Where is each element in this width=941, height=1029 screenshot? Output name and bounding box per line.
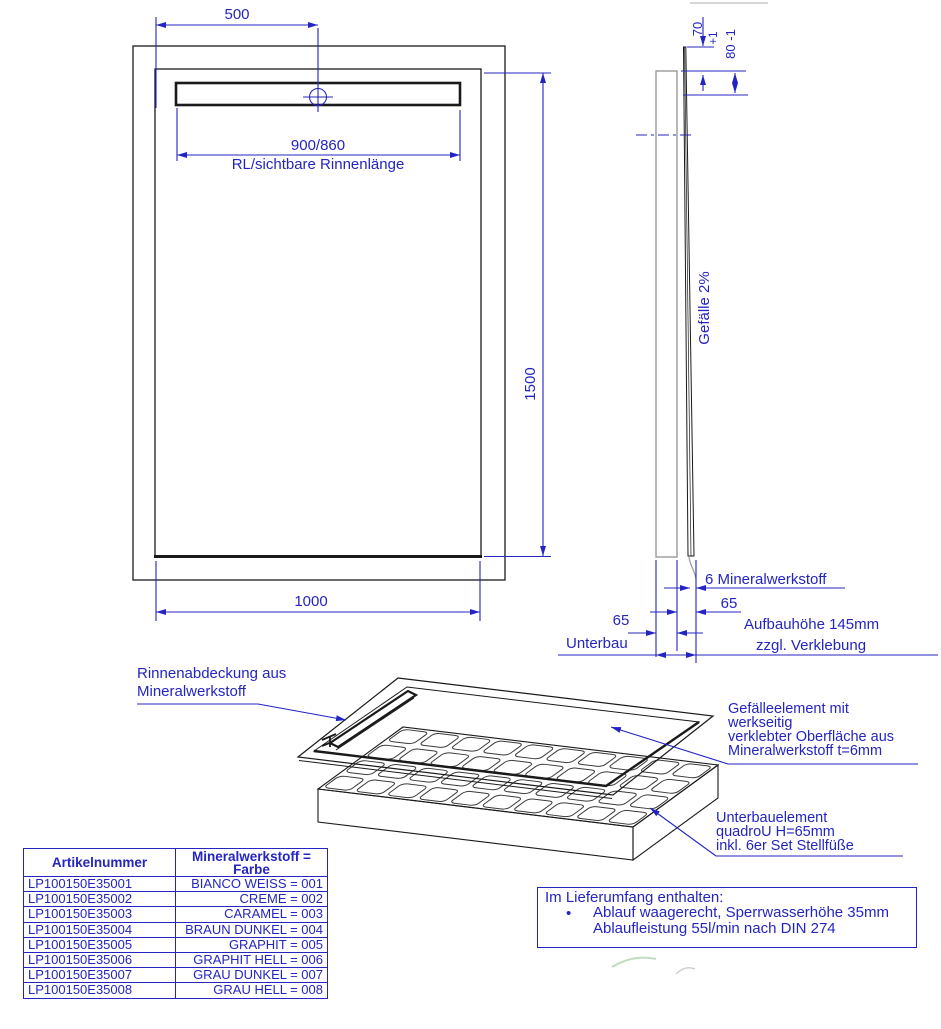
cell-artikelnummer: LP100150E35001 bbox=[24, 877, 176, 892]
dim-80-minus1-label: 80 -1 bbox=[723, 29, 739, 59]
base-element bbox=[318, 727, 718, 860]
drain-outlet-curve bbox=[689, 557, 696, 579]
cell-artikelnummer: LP100150E35005 bbox=[24, 937, 176, 952]
cell-farbe: GRAU DUNKEL = 007 bbox=[176, 968, 328, 983]
base-element-label-line1: Unterbauelement bbox=[716, 810, 828, 826]
cell-artikelnummer: LP100150E35006 bbox=[24, 952, 176, 967]
cell-farbe: GRAPHIT = 005 bbox=[176, 937, 328, 952]
cover-label-line1: Rinnenabdeckung aus bbox=[137, 665, 287, 682]
article-color-table bbox=[23, 848, 328, 999]
scope-item-2: Ablaufleistung 55l/min nach DIN 274 bbox=[593, 920, 836, 937]
dim-500-label: 500 bbox=[224, 6, 250, 24]
side-view bbox=[558, 3, 938, 663]
scope-item-1: Ablauf waagerecht, Sperrwasserhöhe 35mm bbox=[593, 904, 889, 921]
slope-element-label-line1: Gefälleelement mit bbox=[728, 701, 849, 717]
cell-artikelnummer: LP100150E35007 bbox=[24, 968, 176, 983]
slope-wedge-profile bbox=[684, 47, 695, 556]
dim-70-label: 70 bbox=[690, 21, 706, 37]
cell-artikelnummer: LP100150E35008 bbox=[24, 983, 176, 998]
unterbau-label: Unterbau bbox=[566, 635, 628, 652]
front-view-dimension-lines bbox=[156, 25, 543, 612]
slope-element-label-line3: verklebter Oberfläche aus bbox=[728, 729, 895, 745]
dim-1500-label: 1500 bbox=[522, 367, 540, 401]
tray-outer-outline bbox=[133, 46, 505, 580]
front-view bbox=[133, 17, 551, 621]
drain-crosshair-icon bbox=[303, 28, 333, 112]
table-header-farbe: Mineralwerkstoff = Farbe bbox=[176, 849, 328, 877]
dim-900-860-label: 900/860 bbox=[290, 137, 346, 155]
table-row bbox=[24, 983, 328, 998]
dim-1000-label: 1000 bbox=[294, 593, 328, 611]
table-header-row bbox=[24, 849, 328, 877]
slope-element-label-line4: Mineralwerkstoff t=6mm bbox=[728, 743, 883, 759]
layer-6mm-label: 6 Mineralwerkstoff bbox=[705, 571, 827, 588]
dim-65-upper-label: 65 bbox=[720, 595, 738, 613]
front-view-extension-lines bbox=[156, 17, 551, 621]
cover-label-line2: Mineralwerkstoff bbox=[137, 683, 246, 700]
cell-farbe: BIANCO WEISS = 001 bbox=[176, 877, 328, 892]
slope-element-label-line2: werkseitig bbox=[728, 715, 793, 731]
table-row bbox=[24, 892, 328, 907]
slope-plate bbox=[298, 678, 713, 799]
buildup-height-label: Aufbauhöhe 145mm bbox=[744, 616, 880, 633]
cell-artikelnummer: LP100150E35003 bbox=[24, 907, 176, 922]
cell-farbe: GRAPHIT HELL = 006 bbox=[176, 952, 328, 967]
base-element-label-line2: quadroU H=65mm bbox=[716, 824, 835, 840]
faint-gray-mark bbox=[676, 968, 695, 974]
underbody-profile bbox=[656, 71, 677, 557]
faint-green-mark bbox=[612, 958, 656, 967]
bullet-icon: • bbox=[566, 905, 572, 922]
cell-farbe: CREME = 002 bbox=[176, 892, 328, 907]
cell-farbe: GRAU HELL = 008 bbox=[176, 983, 328, 998]
table-row bbox=[24, 952, 328, 967]
scope-box-title: Im Lieferumfang enthalten: bbox=[545, 889, 724, 906]
table-header-artikelnummer: Artikelnummer bbox=[24, 849, 176, 877]
channel-cover bbox=[322, 691, 416, 750]
table-row bbox=[24, 922, 328, 937]
table-row bbox=[24, 877, 328, 892]
base-element-label-line3: inkl. 6er Set Stellfüße bbox=[716, 838, 854, 854]
slope-2pct-label: Gefälle 2% bbox=[696, 271, 714, 345]
table-row bbox=[24, 968, 328, 983]
cell-farbe: BRAUN DUNKEL = 004 bbox=[176, 922, 328, 937]
cell-farbe: CARAMEL = 003 bbox=[176, 907, 328, 922]
dim-65-left-label: 65 bbox=[612, 612, 630, 630]
table-row bbox=[24, 937, 328, 952]
table-row bbox=[24, 907, 328, 922]
tolerance-plus1-label: +1 bbox=[707, 31, 720, 45]
buildup-glue-label: zzgl. Verklebung bbox=[756, 637, 867, 654]
cell-artikelnummer: LP100150E35004 bbox=[24, 922, 176, 937]
channel-length-caption: RL/sichtbare Rinnenlänge bbox=[231, 156, 405, 174]
cell-artikelnummer: LP100150E35002 bbox=[24, 892, 176, 907]
